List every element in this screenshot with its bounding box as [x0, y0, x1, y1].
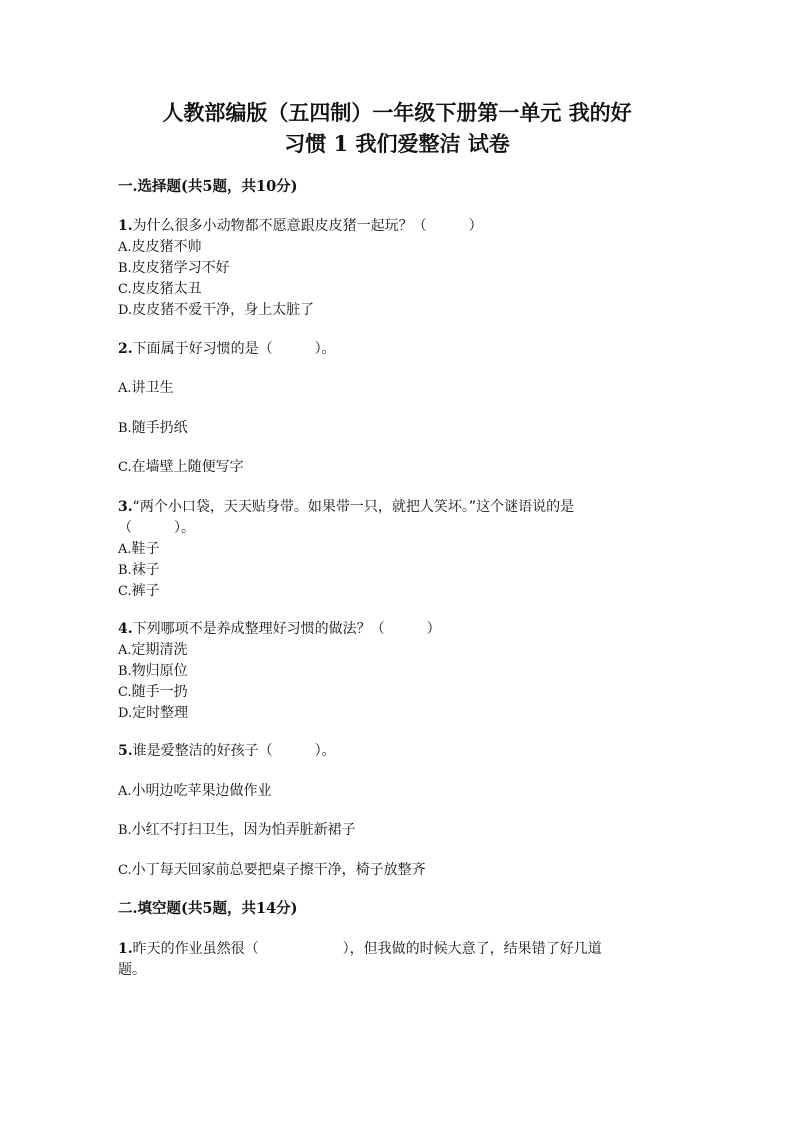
question-3-stem-line-2: （ ）。: [118, 520, 195, 536]
question-2-stem: [118, 339, 336, 359]
option-letter: C.: [118, 460, 132, 475]
option-text: 讲卫生: [131, 380, 174, 396]
question-3-number: 3.: [118, 499, 133, 515]
question-5-number: 5.: [118, 743, 133, 759]
option-letter: A.: [118, 240, 132, 255]
option-letter: B.: [118, 421, 132, 436]
question-1-option-a[interactable]: [118, 237, 202, 258]
question-2-option-b[interactable]: [118, 418, 188, 439]
option-text: 随手一扔: [131, 684, 188, 700]
option-text: 小明边吃苹果边做作业: [131, 783, 272, 799]
question-2-text: 下面属于好习惯的是（ ）。: [132, 341, 336, 357]
option-letter: C.: [118, 863, 132, 878]
question-2-number: 2.: [118, 341, 133, 357]
question-1-option-b[interactable]: [118, 258, 230, 279]
option-text: 小丁每天回家前总要把桌子擦干净，椅子放整齐: [131, 862, 426, 878]
question-4-option-c[interactable]: [118, 682, 188, 703]
question-1-option-c[interactable]: [118, 279, 202, 300]
question-4-option-b[interactable]: [118, 661, 188, 682]
question-3-option-a[interactable]: [118, 539, 160, 560]
question-2-option-a[interactable]: [118, 378, 174, 399]
fill-question-1-number: 1.: [118, 941, 133, 957]
option-text: 皮皮猪太丑: [131, 281, 202, 297]
option-letter: B.: [118, 823, 132, 838]
section-heading-choice: 一.选择题(共5题，共10分): [118, 178, 298, 195]
option-letter: A.: [118, 784, 132, 799]
fill-question-1-stem-line-2: 题。: [118, 962, 146, 978]
option-text: 定期清洗: [131, 642, 188, 658]
section-heading-fill: 二.填空题(共5题，共14分): [118, 900, 298, 917]
question-5-option-b[interactable]: [118, 820, 356, 841]
exam-title-line-1: 人教部编版（五四制）一年级下册第一单元 我的好: [162, 100, 632, 125]
exam-title-line-2: 习惯 1 我们爱整洁 试卷: [284, 131, 510, 156]
option-letter: A.: [118, 542, 132, 557]
option-letter: B.: [118, 261, 132, 276]
question-1-stem: [118, 216, 483, 236]
question-4-text: 下列哪项不是养成整理好习惯的做法？（ ）: [132, 621, 441, 637]
option-text: 随手扔纸: [131, 420, 188, 436]
question-4-option-d[interactable]: [118, 703, 188, 724]
option-text: 鞋子: [131, 541, 160, 557]
option-text: 小红不打扫卫生，因为怕弄脏新裙子: [131, 822, 356, 838]
question-5-text: 谁是爱整洁的好孩子（ ）。: [132, 743, 336, 759]
option-text: 皮皮猪不爱干净，身上太脏了: [132, 302, 315, 318]
option-letter: A.: [118, 381, 132, 396]
question-4-number: 4.: [118, 621, 133, 637]
question-1-number: 1.: [118, 218, 133, 234]
option-letter: D.: [118, 706, 133, 721]
option-text: 在墙壁上随便写字: [131, 459, 244, 475]
option-letter: C.: [118, 282, 132, 297]
question-2-option-c[interactable]: [118, 457, 244, 478]
question-5-option-c[interactable]: [118, 860, 426, 881]
option-text: 皮皮猪学习不好: [131, 260, 230, 276]
question-3-text: “两个小口袋，天天贴身带。如果带一只，就把人笑坏。”这个谜语说的是: [132, 499, 575, 515]
option-text: 物归原位: [131, 663, 188, 679]
option-letter: B.: [118, 664, 132, 679]
option-text: 定时整理: [132, 705, 189, 721]
option-letter: A.: [118, 643, 132, 658]
option-text: 裤子: [131, 583, 160, 599]
option-letter: B.: [118, 563, 132, 578]
option-text: 袜子: [131, 562, 160, 578]
question-1-text: 为什么很多小动物都不愿意跟皮皮猪一起玩？（ ）: [132, 218, 483, 234]
option-text: 皮皮猪不帅: [131, 239, 202, 255]
question-4-option-a[interactable]: [118, 640, 188, 661]
question-5-option-a[interactable]: [118, 781, 272, 802]
option-letter: C.: [118, 685, 132, 700]
option-letter: D.: [118, 303, 133, 318]
question-1-option-d[interactable]: [118, 300, 314, 321]
fill-question-1-stem-line-1: [118, 939, 602, 959]
question-3-stem-line-1: [118, 497, 574, 517]
fill-question-1-text: 昨天的作业虽然很（ ），但我做的时候大意了，结果错了好几道: [132, 941, 602, 957]
option-letter: C.: [118, 584, 132, 599]
question-3-option-b[interactable]: [118, 560, 160, 581]
question-4-stem: [118, 619, 441, 639]
question-3-option-c[interactable]: [118, 581, 160, 602]
question-5-stem: [118, 741, 336, 761]
